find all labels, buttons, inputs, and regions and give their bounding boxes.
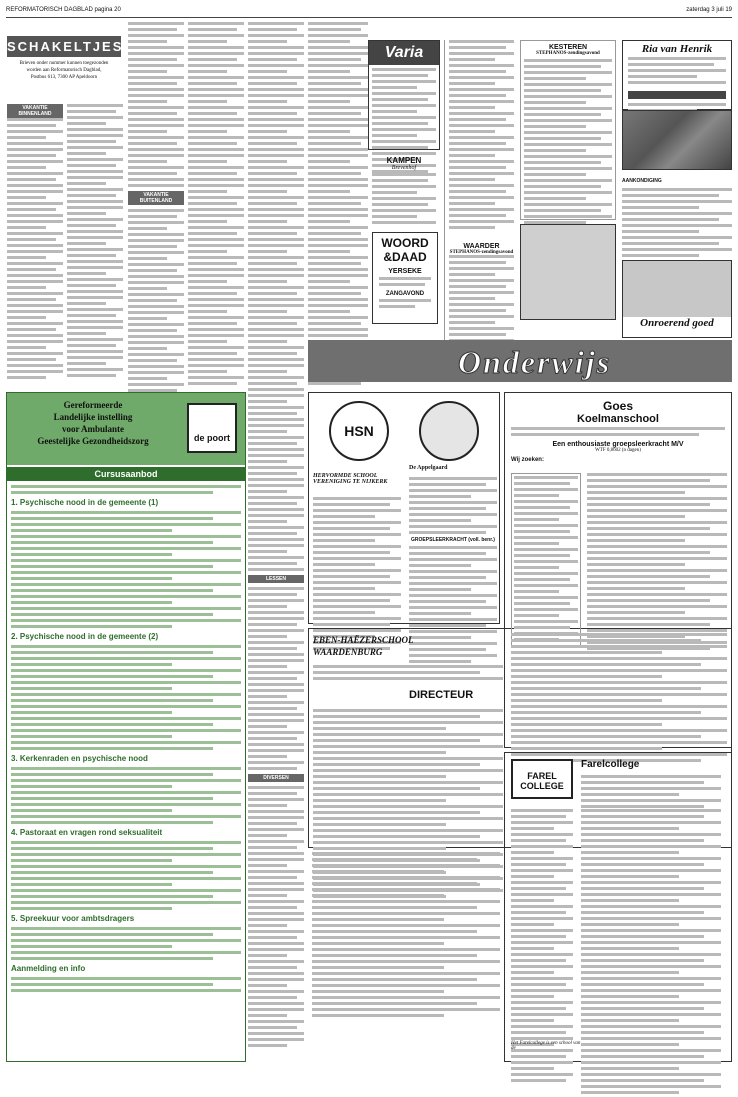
onderwijs-banner — [308, 340, 732, 382]
ria-van-henrik-title: Ria van Henrik — [641, 43, 713, 55]
aanmelding-heading: Aanmelding en info — [11, 964, 86, 973]
kampen-subtitle: Brevenhof — [391, 165, 417, 171]
section-lessen: LESSEN — [248, 575, 304, 583]
kampen-title: KAMPEN — [386, 156, 422, 165]
eben-haezer-title-2: WAARDENBURG — [313, 647, 383, 657]
farelcollege-ad — [504, 752, 732, 1062]
goes-vacancy: Een enthousiaste groepsleerkracht M/V — [552, 441, 684, 448]
ria-van-henrik-ad — [622, 40, 732, 110]
goes-school: Koelmanschool — [577, 413, 659, 425]
onderwijs-title: Onderwijs — [458, 344, 612, 380]
classified-column-6 — [308, 22, 368, 390]
course-heading-5: 5. Spreekuur voor ambtsdragers — [11, 914, 135, 923]
classified-column-2 — [67, 104, 123, 389]
hsn-name: HERVORMDE SCHOOL VERENIGING TE NIJKERK — [313, 473, 388, 485]
varia-ad — [368, 40, 440, 150]
varia-logo: Varia — [369, 41, 439, 65]
masthead-right: zaterdag 3 juli 19 — [686, 7, 732, 13]
woord-daad-event: ZANGAVOND — [385, 291, 425, 297]
de-poort-ad — [6, 392, 246, 1062]
schakeltjes-intro: Brieven onder nummer kunnen toegezonden worden aan Reformatorisch Dagblad, Postbus 613, 7300 AP Apeldoorn — [19, 61, 109, 80]
onroerend-goed-ad — [622, 260, 732, 338]
appelgaard-logo — [419, 401, 479, 461]
cursusaanbod-band: Cursusaanbod — [7, 467, 245, 481]
section-diversen: DIVERSEN — [248, 774, 304, 782]
course-heading-3: 3. Kerkenraden en psychische nood — [11, 754, 148, 763]
appelgaard-name: De Appelgaard — [409, 465, 448, 471]
aankondiging-label: AANKONDIGING — [622, 178, 662, 184]
kampen-ad — [368, 156, 440, 226]
farel-logo: FAREL COLLEGE — [511, 759, 573, 799]
bird-photo — [520, 224, 616, 320]
classified-column-5 — [248, 22, 304, 1062]
course-heading-1: 1. Psychische nood in de gemeente (1) — [11, 498, 159, 507]
ria-photo — [622, 110, 732, 170]
classified-column-4 — [188, 22, 244, 390]
farel-footer: Het Farelcollege is een school van de — [511, 1041, 581, 1051]
woord-daad-logo-2: &DAAD — [383, 250, 427, 264]
de-poort-logo: de poort — [187, 403, 237, 453]
kesteren-title: KESTEREN — [548, 44, 588, 51]
groepsleerkracht-label: GROEPSLEERKRACHT (voll. benr.) — [411, 537, 495, 543]
schakeltjes-header — [7, 36, 124, 96]
kesteren-subtitle: STEPHANOS-zendingsavond — [536, 51, 600, 56]
onroerend-goed-label: Onroerend goed — [640, 317, 714, 329]
waarder-subtitle: STEPHANOS-zendingsavond — [449, 250, 514, 255]
classified-column-3 — [128, 22, 184, 390]
section-vakantie-binnenland: VAKANTIE BINNENLAND — [7, 104, 63, 118]
course-heading-4: 4. Pastoraat en vragen rond seksualiteit — [11, 828, 163, 837]
eben-haezer-title-1: EBEN-HAËZERSCHOOL — [313, 635, 414, 645]
woord-daad-logo-1: WOORD — [381, 236, 429, 250]
schakeltjes-title: SCHAKELTJES — [7, 36, 121, 57]
eben-haezer-footer — [312, 852, 500, 1058]
goes-wij-zoeken: Wij zoeken: — [511, 457, 544, 463]
goes-wtf: WTF 0,8602 (n dagen) — [595, 448, 641, 453]
course-heading-2: 2. Psychische nood in de gemeente (2) — [11, 632, 159, 641]
church-notice-column — [444, 40, 514, 380]
goes-title: Goes — [602, 399, 633, 413]
woord-daad-ad — [372, 232, 438, 324]
masthead — [6, 6, 732, 18]
kesteren-ad — [520, 40, 616, 220]
directeur-label: DIRECTEUR — [409, 689, 474, 701]
masthead-left: REFORMATORISCH DAGBLAD pagina 20 — [6, 7, 121, 13]
hsn-logo: HSN — [329, 401, 389, 461]
section-vakantie-buitenland: VAKANTIE BUITENLAND — [128, 191, 184, 205]
goes-koelmanschool-ad — [504, 392, 732, 748]
hsn-nijkerk-ad — [308, 392, 500, 624]
woord-daad-place: YERSEKE — [388, 268, 422, 275]
farel-title: Farelcollege — [581, 759, 640, 770]
waarder-title: WAARDER — [463, 243, 500, 250]
de-poort-header: Gereformeerde Landelijke instelling voor Ambulante Geestelijke Gezondheidszorg — [37, 400, 149, 446]
classified-column-1 — [7, 104, 63, 389]
